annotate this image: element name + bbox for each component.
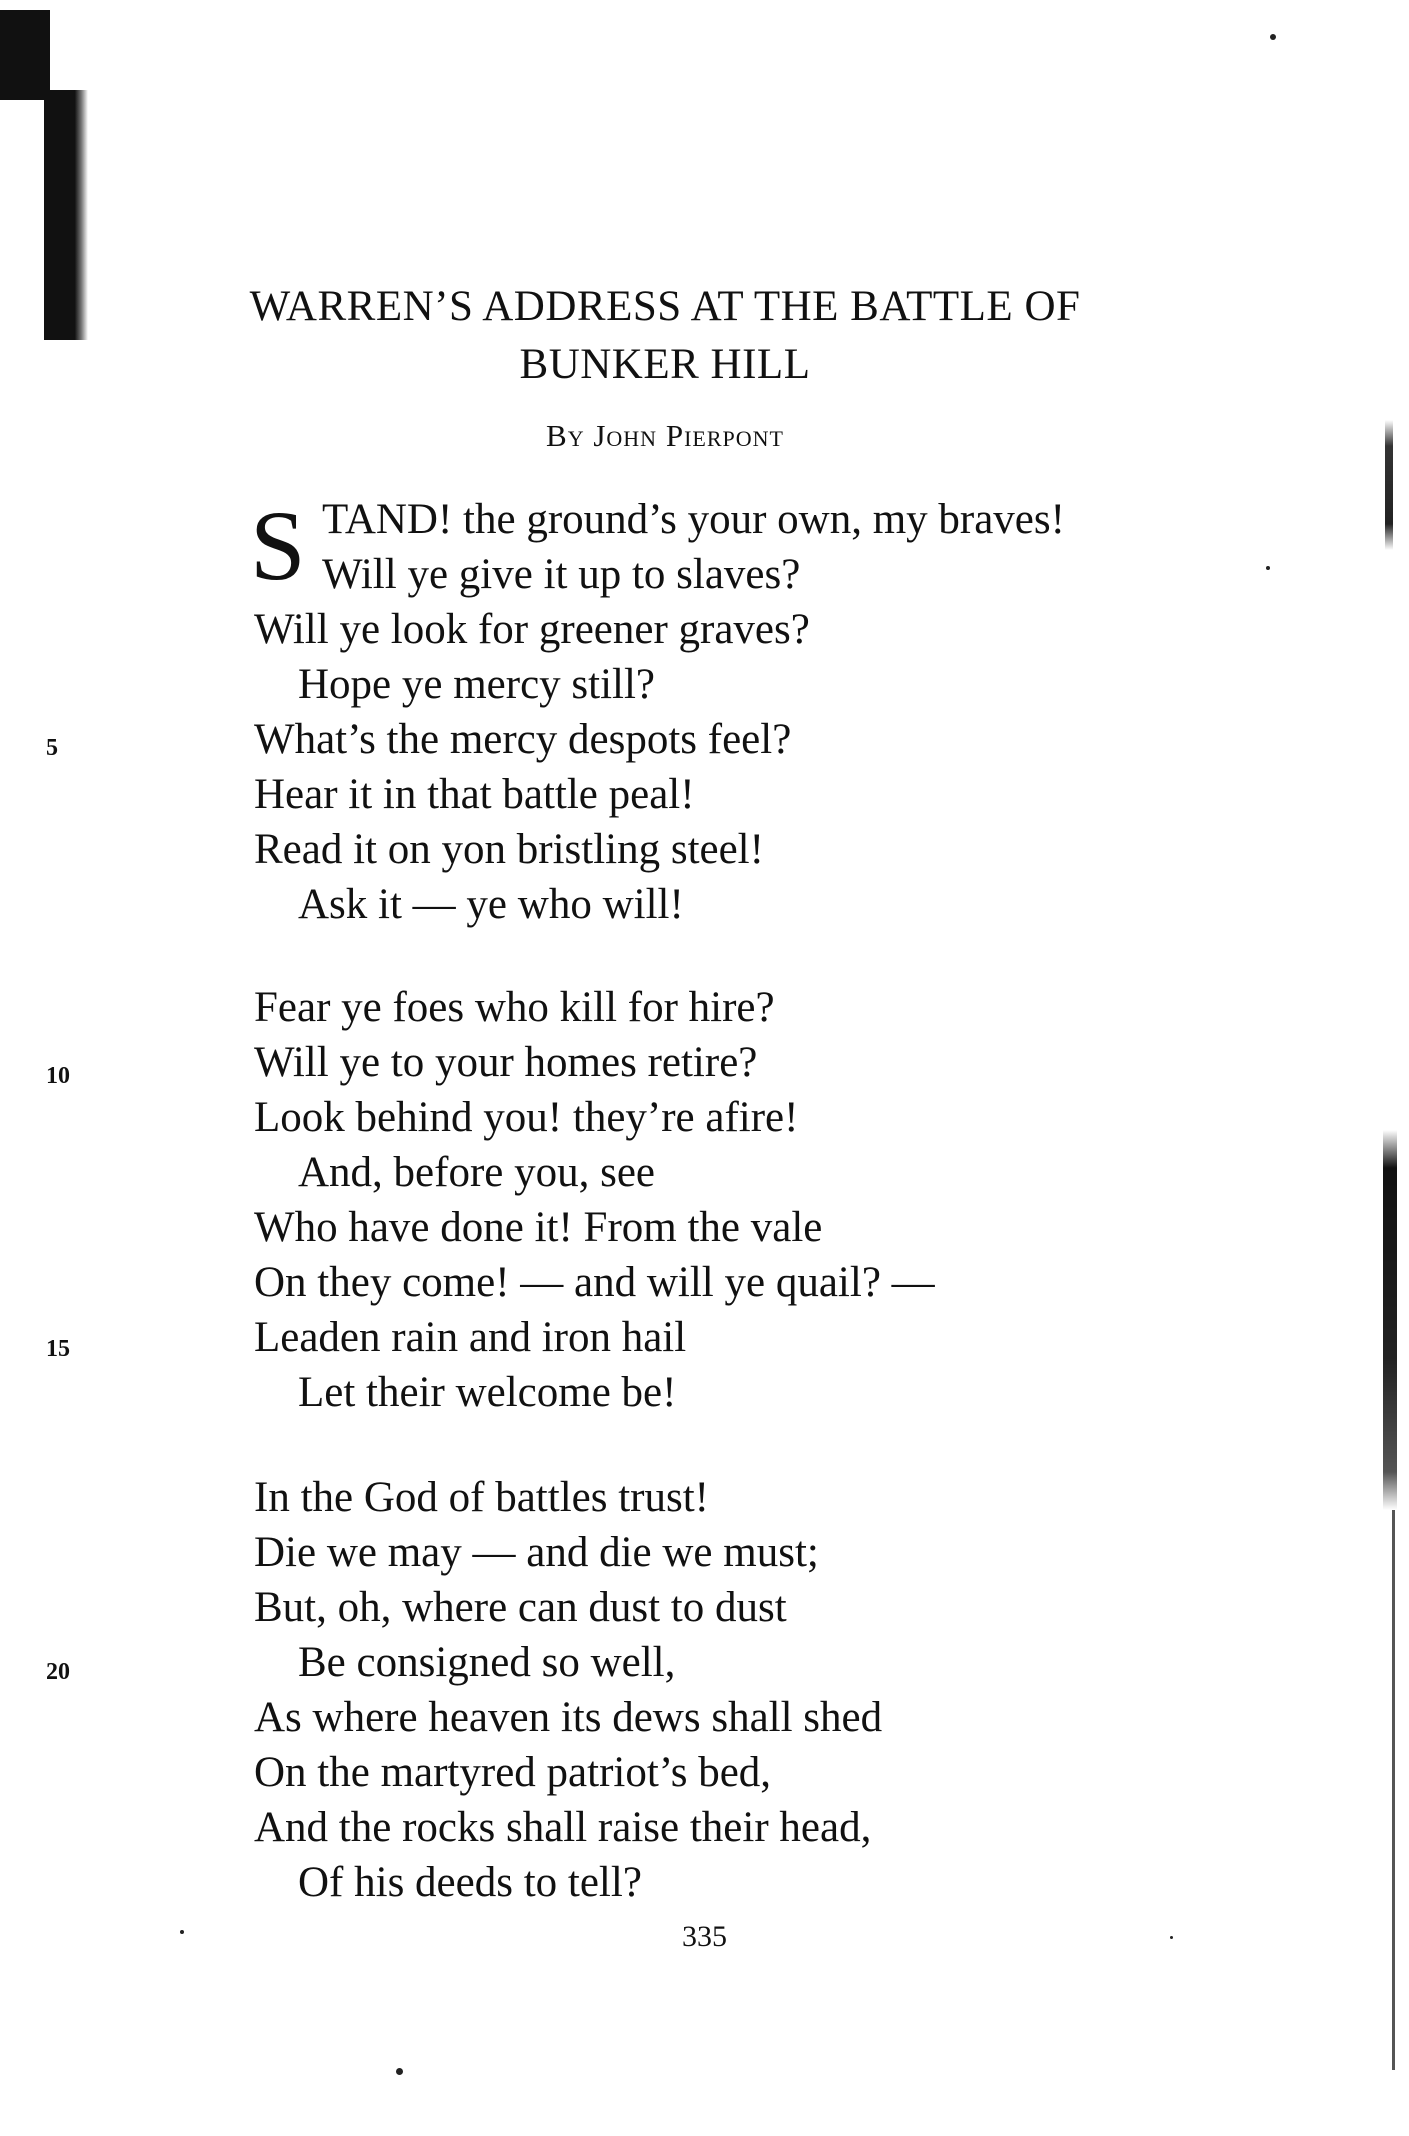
poem-line: Read it on yon bristling steel!: [254, 826, 764, 873]
poem-line: Will ye give it up to slaves?: [322, 551, 801, 598]
page-number: 335: [682, 1920, 727, 1953]
line-number: 10: [46, 1063, 70, 1089]
poem-line: Who have done it! From the vale: [254, 1204, 823, 1251]
poem-line: And the rocks shall raise their head,: [254, 1804, 872, 1851]
line-number: 15: [46, 1336, 70, 1362]
line-number: 5: [46, 735, 58, 761]
poem-line: Die we may — and die we must;: [254, 1529, 819, 1576]
poem-line: Leaden rain and iron hail: [254, 1314, 687, 1361]
line-number: 20: [46, 1659, 70, 1685]
poem-line: On they come! — and will ye quail? —: [254, 1259, 935, 1306]
speck: [1266, 566, 1270, 570]
poem-title-line-1: WARREN’S ADDRESS AT THE BATTLE OF: [249, 283, 1081, 330]
poem-title: [100, 278, 1230, 394]
scan-artifact-left-edge: [44, 90, 88, 340]
poem-line: Ask it — ye who will!: [298, 881, 684, 928]
poem-line: And, before you, see: [298, 1149, 656, 1196]
poem-line: Hope ye mercy still?: [298, 661, 656, 708]
scan-artifact-left: [0, 10, 50, 100]
poem-line: As where heaven its dews shall shed: [254, 1694, 883, 1741]
poem-title-line-2: BUNKER HILL: [519, 341, 811, 388]
poem-line: But, oh, where can dust to dust: [254, 1584, 787, 1631]
author-byline: By John Pierpont: [546, 418, 784, 453]
poem-line: Look behind you! they’re afire!: [254, 1094, 799, 1141]
poem-line: Will ye to your homes retire?: [254, 1039, 758, 1086]
poem-line: Let their welcome be!: [298, 1369, 677, 1416]
poem-line: Fear ye foes who kill for hire?: [254, 984, 775, 1031]
poem-line: On the martyred patriot’s bed,: [254, 1749, 772, 1796]
poem-line-text: TAND! the ground’s your own, my braves!: [322, 496, 1065, 543]
stanza-2: [254, 980, 1254, 1420]
poem-line: Will ye look for greener graves?: [254, 606, 810, 653]
stanza-1: [250, 490, 1254, 932]
speck: [1270, 34, 1276, 40]
stanza-3: [254, 1470, 1254, 1910]
poem-line: In the God of battles trust!: [254, 1474, 709, 1521]
scan-artifact-right-top: [1385, 420, 1393, 550]
speck: [396, 2068, 403, 2075]
scan-artifact-right-line: [1392, 1510, 1395, 2070]
drop-cap: S: [250, 490, 306, 601]
poem-line: Of his deeds to tell?: [298, 1859, 642, 1906]
poem-line: Hear it in that battle peal!: [254, 771, 695, 818]
poem-line: What’s the mercy despots feel?: [254, 716, 792, 763]
scan-artifact-right-middle: [1383, 1130, 1397, 1510]
poem-line: Be consigned so well,: [298, 1639, 676, 1686]
